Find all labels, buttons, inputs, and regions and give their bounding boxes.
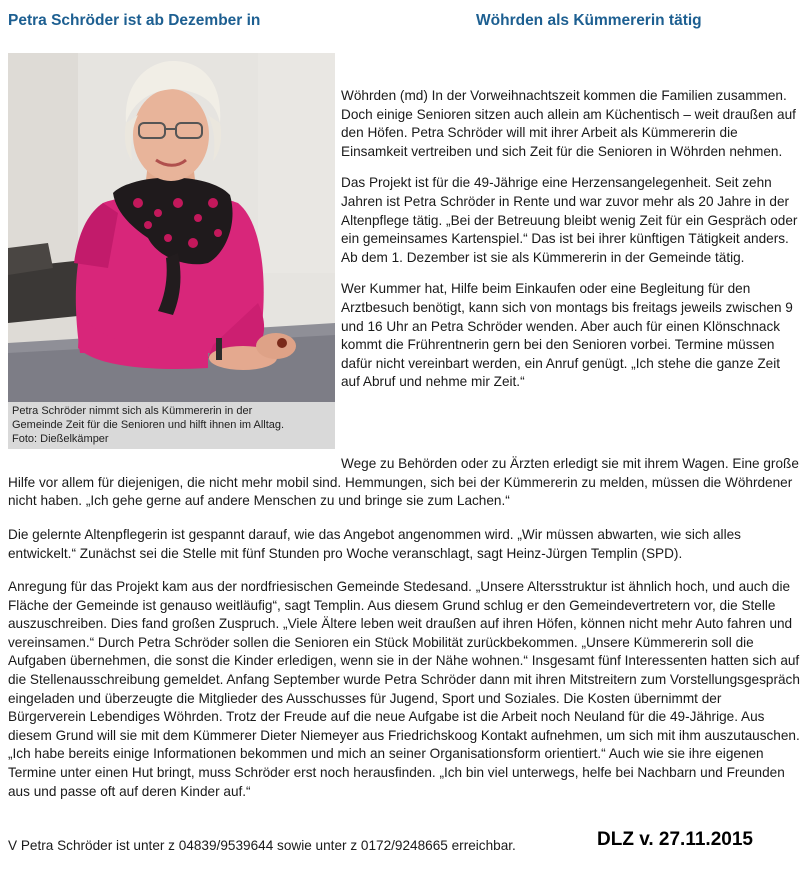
photo-block: [8, 53, 335, 449]
paragraph-expectation: Die gelernte Altenpflegerin ist gespannt darauf, wie das Angebot angenommen wird. „Wir müssen abwarten, wie sich alles entwickelt.“ Zunächst sei die Stelle mit fünf Stunden pro Woche veranschlagt, sagt Heinz-Jürgen Templin (SPD).: [8, 527, 741, 561]
portrait-illustration: [8, 53, 335, 402]
photo-caption: [8, 402, 335, 449]
paragraph-background-wrapper: [8, 578, 800, 801]
paragraph-project: Das Projekt ist für die 49-Jährige eine Herzensangelegenheit. Seit zehn Jahren ist Petra Schröder in Rente und war zuvor mehr als 20 Jahre in der Altenpflege tätig. „Bei der Betreuung bleibt wenig Zeit für ein Gespräch oder ein gemeinsames Kartenspiel.“ Das ist bei ihrer künftigen Tätigkeit anders. Ab dem 1. Dezember ist sie als Kümmererin in der Gemeinde tätig.: [341, 175, 798, 265]
source-label: DLZ v. 27.11.2015: [597, 829, 753, 850]
headline-right: Wöhrden als Kümmererin tätig: [476, 12, 702, 29]
contact-line: V Petra Schröder ist unter z 04839/9539644 sowie unter z 0172/9248665 erreichbar.: [8, 838, 516, 853]
paragraph-intro: Wöhrden (md) In der Vorweihnachtszeit kommen die Familien zusammen. Doch einige Senioren sitzen auch allein am Küchentisch – weit draußen auf den Höfen. Petra Schröder will mit ihrer Arbeit als Kümmererin die Einsamkeit vertreiben und sich Zeit für die Senioren in Wöhrden nehmen.: [341, 88, 796, 159]
headline-left: Petra Schröder ist ab Dezember in: [8, 12, 261, 29]
caption-line-1: Petra Schröder nimmt sich als Kümmererin in der: [12, 405, 253, 417]
portrait-photo: [8, 53, 335, 402]
paragraph-mobility: Wege zu Behörden oder zu Ärzten erledigt sie mit ihrem Wagen. Eine große Hilfe vor allem für diejenigen, die nicht mehr mobil sind. Hemmungen, sich bei der Kümmererin zu melden, müssen die Wöhrdener nicht haben. „Ich gehe gerne auf andere Menschen zu und bringe sie zum Lachen.“: [8, 456, 799, 509]
caption-line-2: Gemeinde Zeit für die Senioren und hilft ihnen im Alltag.: [12, 419, 285, 431]
photo-credit: Foto: Dießelkämper: [12, 433, 109, 445]
headline: [8, 12, 800, 34]
paragraph-mobility-wrapper: [8, 455, 800, 511]
paragraph-expectation-wrapper: [8, 526, 800, 563]
article-right-column: [341, 87, 799, 405]
paragraph-hours: Wer Kummer hat, Hilfe beim Einkaufen oder eine Begleitung für den Arztbesuch benötigt, kann sich von montags bis freitags jeweils zwischen 9 und 16 Uhr an Petra Schröder wenden. Aber auch für einen Klönschnack kommt die Frührentnerin gern bei den Senioren vorbei. Termine müssen dafür nicht vereinbart werden, ein Anruf genügt. „Ich stehe die ganze Zeit auf Abruf und nehme mir Zeit.“: [341, 281, 793, 390]
paragraph-background: Anregung für das Projekt kam aus der nordfriesischen Gemeinde Stedesand. „Unsere Altersstruktur ist ähnlich hoch, und auch die Fläche der Gemeinde ist genauso weitläufig“, sagt Templin. Aus diesem Grund schlug er den Gemeindevertretern vor, die Stelle auszuschreiben. Dies fand großen Zuspruch. „Viele Ältere leben weit draußen auf ihren Höfen, können nicht mehr Auto fahren und vereinsamen.“ Durch Petra Schröder sollen die Senioren ein Stück Mobilität zurückbekommen. „Unsere Kümmererin soll die Aufgaben übernehmen, die sonst die Kinder erledigen, wenn sie in der Nähe wohnen.“ Insgesamt fünf Interessenten hatten sich auf die Stellenausschreibung gemeldet. Anfang September wurde Petra Schröder dann mit ihren Mitstreitern zum Vorstellungsgespräch eingeladen und überzeugte die Mitglieder des Ausschusses für Jugend, Sport und Soziales. Die Kosten übernimmt der Bürgerverein Lebendiges Wöhrden. Trotz der Freude auf die neue Aufgabe ist die Arbeit noch Neuland für die 49-Jährige. Aus diesem Grund will sie mit dem Kümmerer Dieter Niemeyer aus Friedrichskoog Kontakt aufnehmen, um sich mit ihm auszutauschen. „Ich habe bereits einige Informationen bekommen und mich an seiner Organisationsform orientiert.“ Auch wie sie ihre eigenen Termine unter einen Hut bringt, muss Schröder erst noch herausfinden. „Ich bin viel unterwegs, helfe bei Nachbarn und Freunden aus und passe oft auf deren Kinder auf.“: [8, 579, 800, 799]
